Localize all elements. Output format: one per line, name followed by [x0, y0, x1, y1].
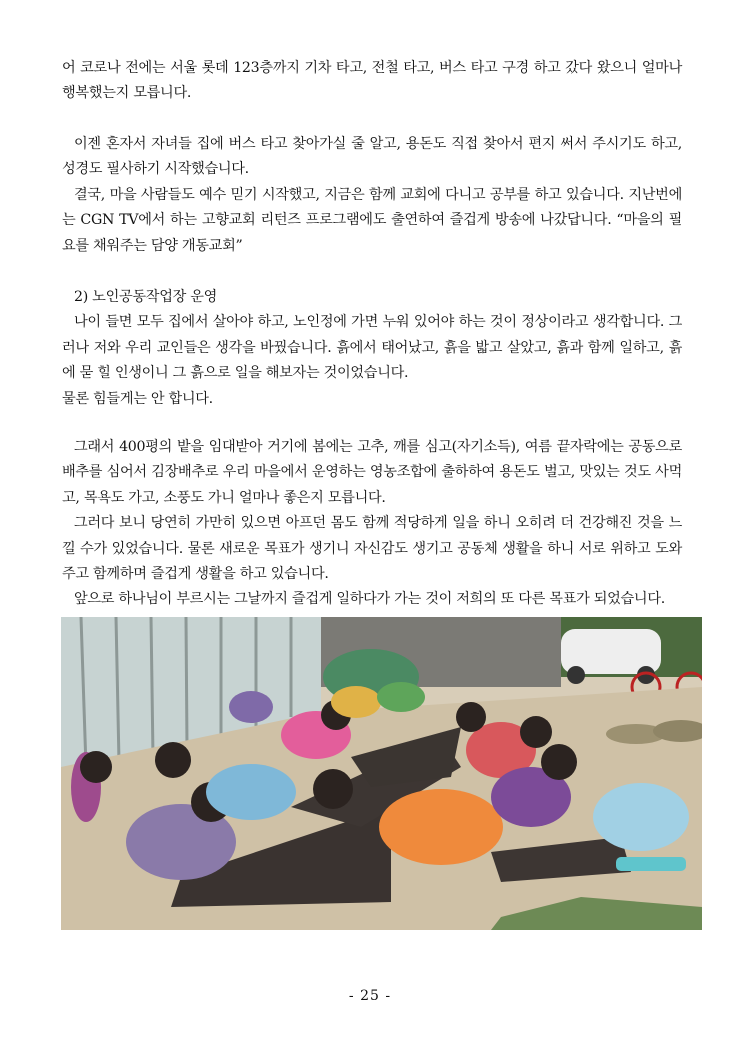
paragraph-text: 물론 힘들게는 안 합니다.	[62, 390, 213, 407]
paragraph-text: 그래서 400평의 밭을 임대받아 거기에 봄에는 고추, 깨를 심고(자기소득), 여름 끝자락에는 공동으로 배추를 심어서 김장배추로 우리 마을에서 운영하는 영농조합에 출하하여 용돈도 벌고, 맛있는 것도 사먹고, 목욕도 가고, 소풍도 가니 얼마나 좋은지 모릅니다.	[62, 439, 682, 506]
page-number: - 25 -	[348, 988, 392, 1004]
section-heading: 2) 노인공동작업장 운영	[74, 289, 218, 305]
paragraph-text: 어 코로나 전에는 서울 롯데 123층까지 기차 타고, 전철 타고, 버스 타고 구경 하고 갔다 왔으니 얼마나 행복했는지 모릅니다.	[62, 60, 682, 102]
paragraph-text: 결국, 마을 사람들도 예수 믿기 시작했고, 지금은 함께 교회에 다니고 공부를 하고 있습니다. 지난번에는 CGN TV에서 하는 고향교회 리턴즈 프로그램에도 출연하여 즐겁게 방송에 나갔답니다. “마을의 필요를 채워주는 담양 개동교회”	[62, 186, 682, 254]
paragraph-text: 앞으로 하나님이 부르시는 그날까지 즐겁게 일하다가 가는 것이 저희의 또 다른 목표가 되었습니다.	[74, 591, 665, 608]
paragraph-independence	[62, 132, 682, 259]
section-workshop	[62, 285, 682, 412]
paragraph-farm	[62, 435, 682, 613]
paragraph-text: 그러다 보니 당연히 가만히 있으면 아프던 몸도 함께 적당하게 일을 하니 오히려 더 건강해진 것을 느낄 수가 있었습니다. 물론 새로운 목표가 생기니 자신감도 생기고 공동체 생활을 하니 서로 위하고 도와주고 함께하며 즐겁게 생활을 하고 있습니다.	[62, 515, 682, 583]
paragraph-continued-trip	[62, 56, 682, 107]
paragraph-text: 이젠 혼자서 자녀들 집에 버스 타고 찾아가실 줄 알고, 용돈도 직접 찾아서 편지 써서 주시기도 하고, 성경도 필사하기 시작했습니다.	[62, 136, 682, 178]
paragraph-text: 나이 들면 모두 집에서 살아야 하고, 노인정에 가면 누워 있어야 하는 것이 정상이라고 생각합니다. 그러나 저와 우리 교인들은 생각을 바꿨습니다. 흙에서 태어났고, 흙을 밟고 살았고, 흙과 함께 일하고, 흙에 묻 힐 인생이니 그 흙으로 일을 해보자는 것이었습니다.	[62, 314, 682, 382]
greenhouse-seedling-scene	[61, 617, 702, 930]
community-work-photo	[61, 617, 702, 930]
